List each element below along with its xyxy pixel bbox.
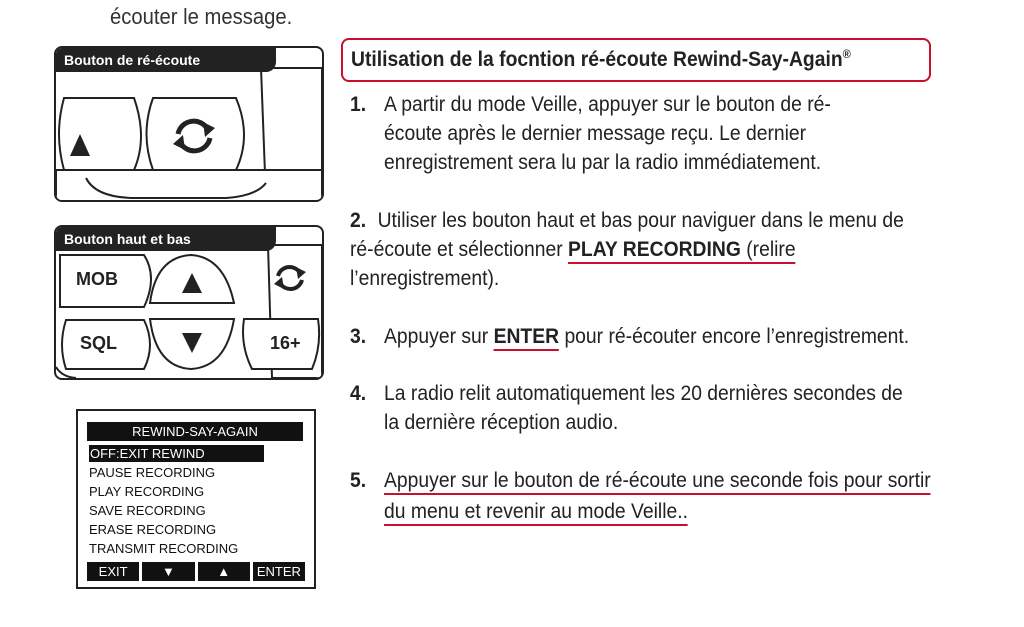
step-text: écoute après le dernier message reçu. Le dernier <box>384 122 807 145</box>
registered-mark: ® <box>842 47 851 61</box>
lcd-menu-item: SAVE RECORDING <box>89 503 206 518</box>
step-text: la dernière réception audio. <box>384 411 619 434</box>
step-4 <box>350 379 903 437</box>
lcd-softkey-bar <box>87 562 305 581</box>
lcd-menu-item: TRANSMIT RECORDING <box>89 541 239 556</box>
lcd-menu-item: PLAY RECORDING <box>89 484 205 499</box>
section-heading <box>351 47 851 72</box>
step-text: l’enregistrement). <box>350 267 500 290</box>
step-number: 4. <box>350 382 367 405</box>
step-number: 2. <box>350 209 367 232</box>
step-2 <box>350 206 904 293</box>
mob-key-label: MOB <box>76 269 118 289</box>
step-text: (relire <box>740 238 796 261</box>
heading-text: Utilisation de la focntion ré-écoute Rewind-Say-Again <box>351 48 843 71</box>
step-text: ré-écoute et sélectionner <box>350 238 569 261</box>
step-text: enregistrement sera lu par la radio immédiatement. <box>384 151 822 174</box>
step-3 <box>350 322 909 351</box>
step-text: Appuyer sur le bouton de ré-écoute une seconde fois pour sortir <box>384 469 931 495</box>
lcd-menu-item: OFF:EXIT REWIND <box>89 445 264 462</box>
softkey-exit: EXIT <box>87 562 139 581</box>
rewind-button-illustration <box>54 46 324 202</box>
step-text: Appuyer sur <box>384 325 494 348</box>
lcd-menu-item: ERASE RECORDING <box>89 522 217 537</box>
updown-panel-label: Bouton haut et bas <box>56 227 276 251</box>
updown-button-illustration <box>54 225 324 380</box>
step-text: A partir du mode Veille, appuyer sur le bouton de ré- <box>384 93 831 116</box>
step-text: Utiliser les bouton haut et bas pour naviguer dans le menu de <box>377 209 904 232</box>
softkey-down: ▼ <box>142 562 194 581</box>
step-number: 1. <box>350 93 367 116</box>
step-text: La radio relit automatiquement les 20 dernières secondes de <box>384 382 903 405</box>
softkey-up: ▲ <box>198 562 250 581</box>
step-number: 5. <box>350 469 367 492</box>
lcd-menu-item: PAUSE RECORDING <box>89 465 216 480</box>
lcd-title: REWIND-SAY-AGAIN <box>87 422 303 441</box>
keyword-enter: ENTER <box>494 325 559 351</box>
top-text-line: écouter le message. <box>110 4 293 29</box>
step-1 <box>350 90 831 177</box>
keyword-play-recording: PLAY RECORDING <box>568 238 741 261</box>
step-text: du menu et revenir au mode Veille.. <box>384 500 688 526</box>
step-text: pour ré-écouter encore l’enregistrement. <box>559 325 910 348</box>
channel16-key-label: 16+ <box>270 333 301 353</box>
step-5 <box>350 466 931 526</box>
step-number: 3. <box>350 325 367 348</box>
softkey-enter: ENTER <box>253 562 305 581</box>
rewind-panel-label: Bouton de ré-écoute <box>56 48 276 72</box>
lcd-screen <box>76 409 316 589</box>
sql-key-label: SQL <box>80 333 118 353</box>
